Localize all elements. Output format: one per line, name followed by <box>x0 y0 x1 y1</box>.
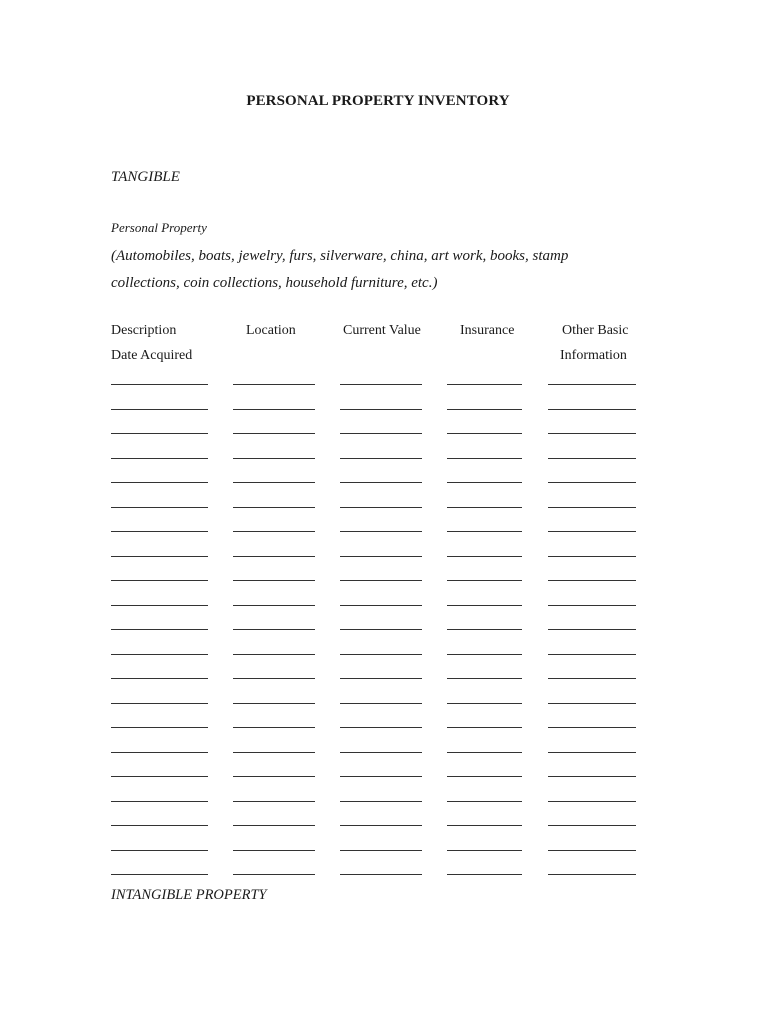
blank-line-row <box>0 507 770 509</box>
blank-line <box>447 801 522 802</box>
blank-line <box>548 605 636 606</box>
blank-line <box>233 384 315 385</box>
blank-line <box>233 458 315 459</box>
section-heading-intangible: INTANGIBLE PROPERTY <box>111 887 267 903</box>
blank-line <box>111 409 208 410</box>
blank-line-row <box>0 874 770 876</box>
blank-line <box>548 482 636 483</box>
blank-line <box>548 409 636 410</box>
blank-line-row <box>0 482 770 484</box>
blank-line <box>548 678 636 679</box>
blank-line <box>340 433 422 434</box>
blank-line <box>340 605 422 606</box>
blank-line <box>447 482 522 483</box>
blank-line-row <box>0 825 770 827</box>
blank-line <box>548 384 636 385</box>
blank-line <box>111 433 208 434</box>
blank-line <box>111 850 208 851</box>
blank-line <box>548 458 636 459</box>
blank-line <box>447 629 522 630</box>
blank-line <box>340 482 422 483</box>
blank-line <box>340 507 422 508</box>
blank-line <box>447 556 522 557</box>
blank-line-row <box>0 458 770 460</box>
blank-line-row <box>0 850 770 852</box>
blank-line <box>233 605 315 606</box>
blank-line <box>340 752 422 753</box>
document-title: PERSONAL PROPERTY INVENTORY <box>246 93 510 109</box>
blank-line <box>111 874 208 875</box>
blank-line <box>340 654 422 655</box>
blank-line <box>447 752 522 753</box>
blank-line <box>233 507 315 508</box>
blank-line <box>111 801 208 802</box>
blank-line <box>340 629 422 630</box>
blank-line <box>548 556 636 557</box>
blank-line <box>111 776 208 777</box>
blank-line <box>111 678 208 679</box>
blank-line <box>447 605 522 606</box>
blank-line <box>447 825 522 826</box>
blank-line <box>548 507 636 508</box>
blank-line <box>548 580 636 581</box>
blank-line <box>111 556 208 557</box>
blank-line <box>111 384 208 385</box>
blank-line <box>233 678 315 679</box>
blank-line-row <box>0 752 770 754</box>
blank-line <box>447 703 522 704</box>
blank-line <box>111 654 208 655</box>
blank-line <box>447 433 522 434</box>
subheading-personal-property: Personal Property <box>111 220 207 235</box>
blank-line <box>340 703 422 704</box>
blank-line <box>111 580 208 581</box>
blank-line <box>447 678 522 679</box>
blank-line-row <box>0 629 770 631</box>
blank-line <box>340 850 422 851</box>
blank-line <box>340 556 422 557</box>
column-header-location: Location <box>246 323 296 338</box>
blank-line <box>447 409 522 410</box>
examples-line-1: (Automobiles, boats, jewelry, furs, silverware, china, art work, books, stamp <box>111 248 569 264</box>
blank-line <box>447 531 522 532</box>
blank-line <box>548 801 636 802</box>
column-header-date-acquired: Date Acquired <box>111 348 193 363</box>
blank-line-row <box>0 776 770 778</box>
blank-line <box>447 580 522 581</box>
blank-line <box>447 654 522 655</box>
blank-line-row <box>0 678 770 680</box>
blank-line <box>548 629 636 630</box>
blank-line-row <box>0 384 770 386</box>
blank-line <box>233 850 315 851</box>
blank-line <box>111 825 208 826</box>
blank-line-row <box>0 580 770 582</box>
blank-line <box>447 850 522 851</box>
blank-line <box>548 825 636 826</box>
examples-text <box>111 243 671 297</box>
blank-line <box>548 776 636 777</box>
blank-line <box>233 556 315 557</box>
blank-line <box>340 580 422 581</box>
blank-line <box>340 458 422 459</box>
blank-line <box>548 850 636 851</box>
blank-line <box>233 801 315 802</box>
blank-line <box>548 531 636 532</box>
column-header-current-value: Current Value <box>343 323 421 338</box>
blank-line <box>447 727 522 728</box>
blank-line <box>233 752 315 753</box>
column-header-insurance: Insurance <box>460 323 515 338</box>
blank-line <box>548 752 636 753</box>
blank-line <box>233 482 315 483</box>
blank-line <box>111 531 208 532</box>
blank-line-row <box>0 727 770 729</box>
blank-line <box>233 531 315 532</box>
blank-line <box>447 458 522 459</box>
blank-line <box>340 776 422 777</box>
examples-line-2: collections, coin collections, household furniture, etc.) <box>111 275 438 291</box>
blank-line <box>340 825 422 826</box>
blank-line <box>111 752 208 753</box>
blank-line <box>233 727 315 728</box>
column-header-other-basic: Other Basic <box>562 323 629 338</box>
blank-line-row <box>0 409 770 411</box>
blank-line <box>340 678 422 679</box>
blank-line <box>111 727 208 728</box>
column-header-description: Description <box>111 323 177 338</box>
blank-line <box>233 654 315 655</box>
blank-line <box>111 629 208 630</box>
blank-line <box>340 531 422 532</box>
blank-line <box>111 507 208 508</box>
blank-line <box>340 801 422 802</box>
blank-line <box>233 825 315 826</box>
blank-line <box>447 384 522 385</box>
blank-line <box>548 874 636 875</box>
blank-line <box>111 458 208 459</box>
blank-line <box>340 384 422 385</box>
blank-line <box>233 703 315 704</box>
blank-line <box>340 409 422 410</box>
blank-line-row <box>0 531 770 533</box>
blank-line <box>233 409 315 410</box>
blank-line-row <box>0 654 770 656</box>
blank-line <box>340 874 422 875</box>
blank-line-row <box>0 703 770 705</box>
blank-line-row <box>0 556 770 558</box>
blank-line <box>111 605 208 606</box>
blank-line <box>233 874 315 875</box>
blank-line <box>548 433 636 434</box>
blank-line <box>233 433 315 434</box>
blank-line <box>548 703 636 704</box>
blank-line-row <box>0 433 770 435</box>
blank-line-row <box>0 605 770 607</box>
blank-line <box>111 482 208 483</box>
blank-line <box>548 727 636 728</box>
section-heading-tangible: TANGIBLE <box>111 169 180 185</box>
column-header-information: Information <box>560 348 627 363</box>
blank-line <box>447 776 522 777</box>
blank-line <box>447 507 522 508</box>
blank-line <box>233 629 315 630</box>
blank-line <box>548 654 636 655</box>
blank-line <box>233 580 315 581</box>
blank-line-row <box>0 801 770 803</box>
blank-line <box>340 727 422 728</box>
blank-line <box>233 776 315 777</box>
blank-line <box>447 874 522 875</box>
blank-line <box>111 703 208 704</box>
